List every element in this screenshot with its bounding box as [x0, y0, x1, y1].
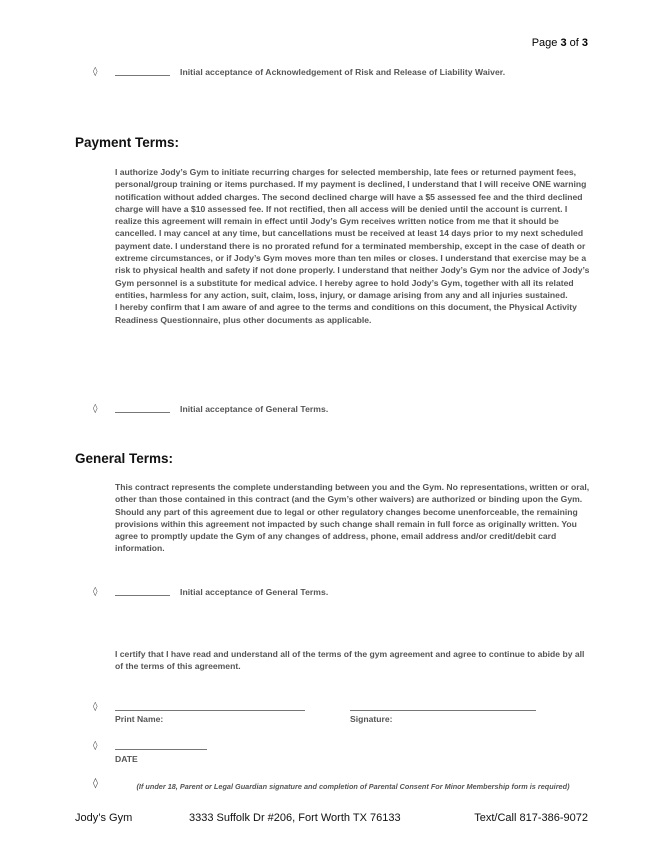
footer-address: 3333 Suffolk Dr #206, Fort Worth TX 76133	[189, 812, 401, 824]
page-prefix: Page	[531, 37, 561, 49]
payment-terms-body: I authorize Jody’s Gym to initiate recurring charges for selected membership, late fees or returned payment fees, personal/group training or items purchased. If my payment is declined, I understand that I will receive ONE warning notification without added charges. The second declined charge will have a $5 assessed fee and the third declined charge will have a $10 assessed fee. If not rectified, then all access will be denied until the account is current. I realize this agreement will remain in effect until Jody’s Gym receives written notice from me that it should be cancelled. I may cancel at any time, but cancellations must be received at least 14 days prior to my next scheduled payment date. I understand there is no prorated refund for a terminated membership, except in the case of death or extreme circumstances, or if Jody’s Gym moves more than ten miles or closes. I understand that exercise may be a risk to physical health and safety if not done properly. I understand that neither Jody’s Gym nor the advice of Jody’s Gym personnel is a substitute for medical advice. I hereby agree to hold Jody’s Gym, together with all its related entities, harmless for any action, suit, claim, loss, injury, or damage arising from any and all injuries sustained.	[115, 167, 590, 300]
diamond-icon: ◊	[93, 404, 98, 414]
page-current: 3	[560, 37, 567, 49]
diamond-icon: ◊	[93, 587, 98, 597]
payment-terms-confirm: I hereby confirm that I am aware of and agree to the terms and conditions on this document, the Physical Activity Readiness Questionnaire, plus other documents as applicable.	[115, 302, 577, 325]
general-terms-heading: General Terms:	[75, 451, 174, 466]
diamond-icon: ◊	[93, 778, 98, 789]
payment-terms-block	[115, 166, 591, 326]
footer-phone: Text/Call 817-386-9072	[474, 812, 588, 824]
diamond-icon: ◊	[93, 67, 98, 77]
certify-text: I certify that I have read and understand all of the terms of the gym agreement and agree to continue to abide by all of the terms of this agreement.	[115, 649, 585, 672]
page-number	[532, 37, 588, 49]
general-initial-field[interactable]	[115, 585, 170, 596]
general-terms-block	[115, 481, 591, 555]
signature-label: Signature:	[350, 714, 393, 724]
general-terms-body: This contract represents the complete understanding between you and the Gym. No representations, written or oral, other than those contained in this contract (and the Gym’s other waivers) are authorized or binding upon the Gym. Should any part of this agreement due to legal or other regulatory changes become unenforceable, the remaining provisions within this agreement not impacted by such change shall remain in full force as originally written. You agree to promptly update the Gym of any changes of address, phone, email address and/or credit/debit card information.	[115, 482, 590, 554]
waiver-initial-field[interactable]	[115, 65, 170, 76]
diamond-icon: ◊	[93, 702, 98, 712]
payment-ack-text: Initial acceptance of General Terms.	[180, 404, 329, 414]
certify-block	[115, 648, 591, 673]
footer-gym-name: Jody’s Gym	[75, 812, 133, 824]
page-separator: of	[566, 37, 582, 49]
print-name-field[interactable]	[115, 700, 305, 711]
date-field[interactable]	[115, 739, 207, 750]
general-ack-text: Initial acceptance of General Terms.	[180, 587, 329, 597]
waiver-ack-text: Initial acceptance of Acknowledgement of Risk and Release of Liability Waiver.	[180, 67, 506, 77]
date-label: DATE	[115, 754, 138, 764]
signature-field[interactable]	[350, 700, 536, 711]
payment-initial-field[interactable]	[115, 402, 170, 413]
print-name-label: Print Name:	[115, 714, 164, 724]
guardian-note: (If under 18, Parent or Legal Guardian signature and completion of Parental Consent For Minor Membership form is required)	[136, 782, 570, 791]
diamond-icon: ◊	[93, 741, 98, 751]
payment-terms-heading: Payment Terms:	[75, 135, 180, 150]
page-total: 3	[581, 37, 588, 49]
